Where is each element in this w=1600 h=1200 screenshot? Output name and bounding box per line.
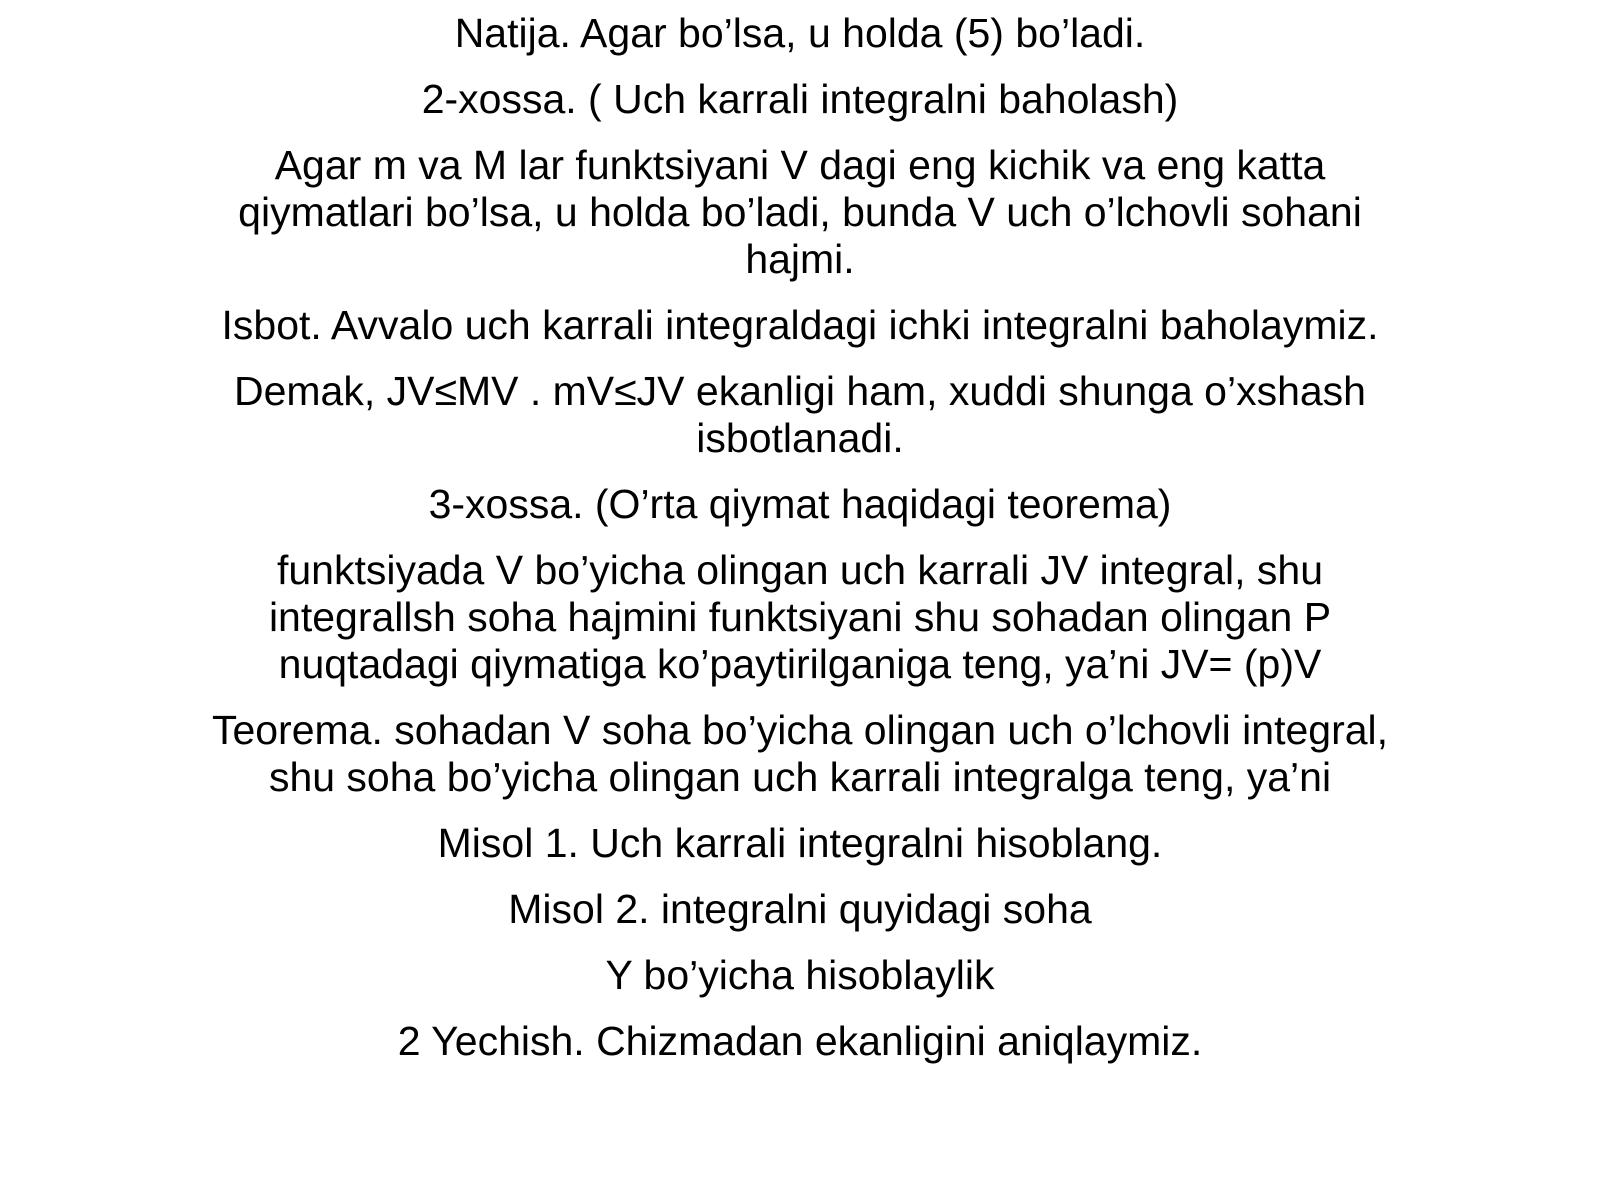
paragraph-isbot: Isbot. Avvalo uch karrali integraldagi ichki integralni baholaymiz. <box>221 302 1379 348</box>
paragraph-natija: Natija. Agar bo’lsa, u holda (5) bo’ladi. <box>454 10 1146 56</box>
paragraph-teorema: Teorema. sohadan V soha bo’yicha olingan uch o’lchovli integral, shu soha bo’yicha olingan uch karrali integralga teng, ya’ni <box>211 707 1389 800</box>
paragraph-misol-2: Misol 2. integralni quyidagi soha <box>508 886 1092 932</box>
paragraph-xossa-3-title: 3-xossa. (O’rta qiymat haqidagi teorema) <box>428 481 1172 527</box>
paragraph-yechish: 2 Yechish. Chizmadan ekanligini aniqlaymiz. <box>397 1018 1203 1064</box>
paragraph-xossa-2-title: 2-xossa. ( Uch karrali integralni baholash) <box>421 76 1179 122</box>
paragraph-demak: Demak, JV≤MV . mV≤JV ekanligi ham, xuddi shunga o’xshash isbotlanadi. <box>233 368 1366 461</box>
slide-text-body <box>210 10 1390 1190</box>
paragraph-ortacha-qiymat: funktsiyada V bo’yicha olingan uch karrali JV integral, shu integrallsh soha hajmini funktsiyani shu sohadan olingan P nuqtadagi qiymatiga ko’paytirilganiga teng, ya’ni JV= (p)V <box>268 547 1332 687</box>
paragraph-misol-1: Misol 1. Uch karrali integralni hisoblang. <box>437 820 1163 866</box>
paragraph-baholash-statement: Agar m va M lar funktsiyani V dagi eng kichik va eng katta qiymatlari bo’lsa, u holda bo’ladi, bunda V uch o’lchovli sohani hajmi. <box>238 142 1362 282</box>
paragraph-y-boyicha: Y bo’yicha hisoblaylik <box>605 952 995 998</box>
